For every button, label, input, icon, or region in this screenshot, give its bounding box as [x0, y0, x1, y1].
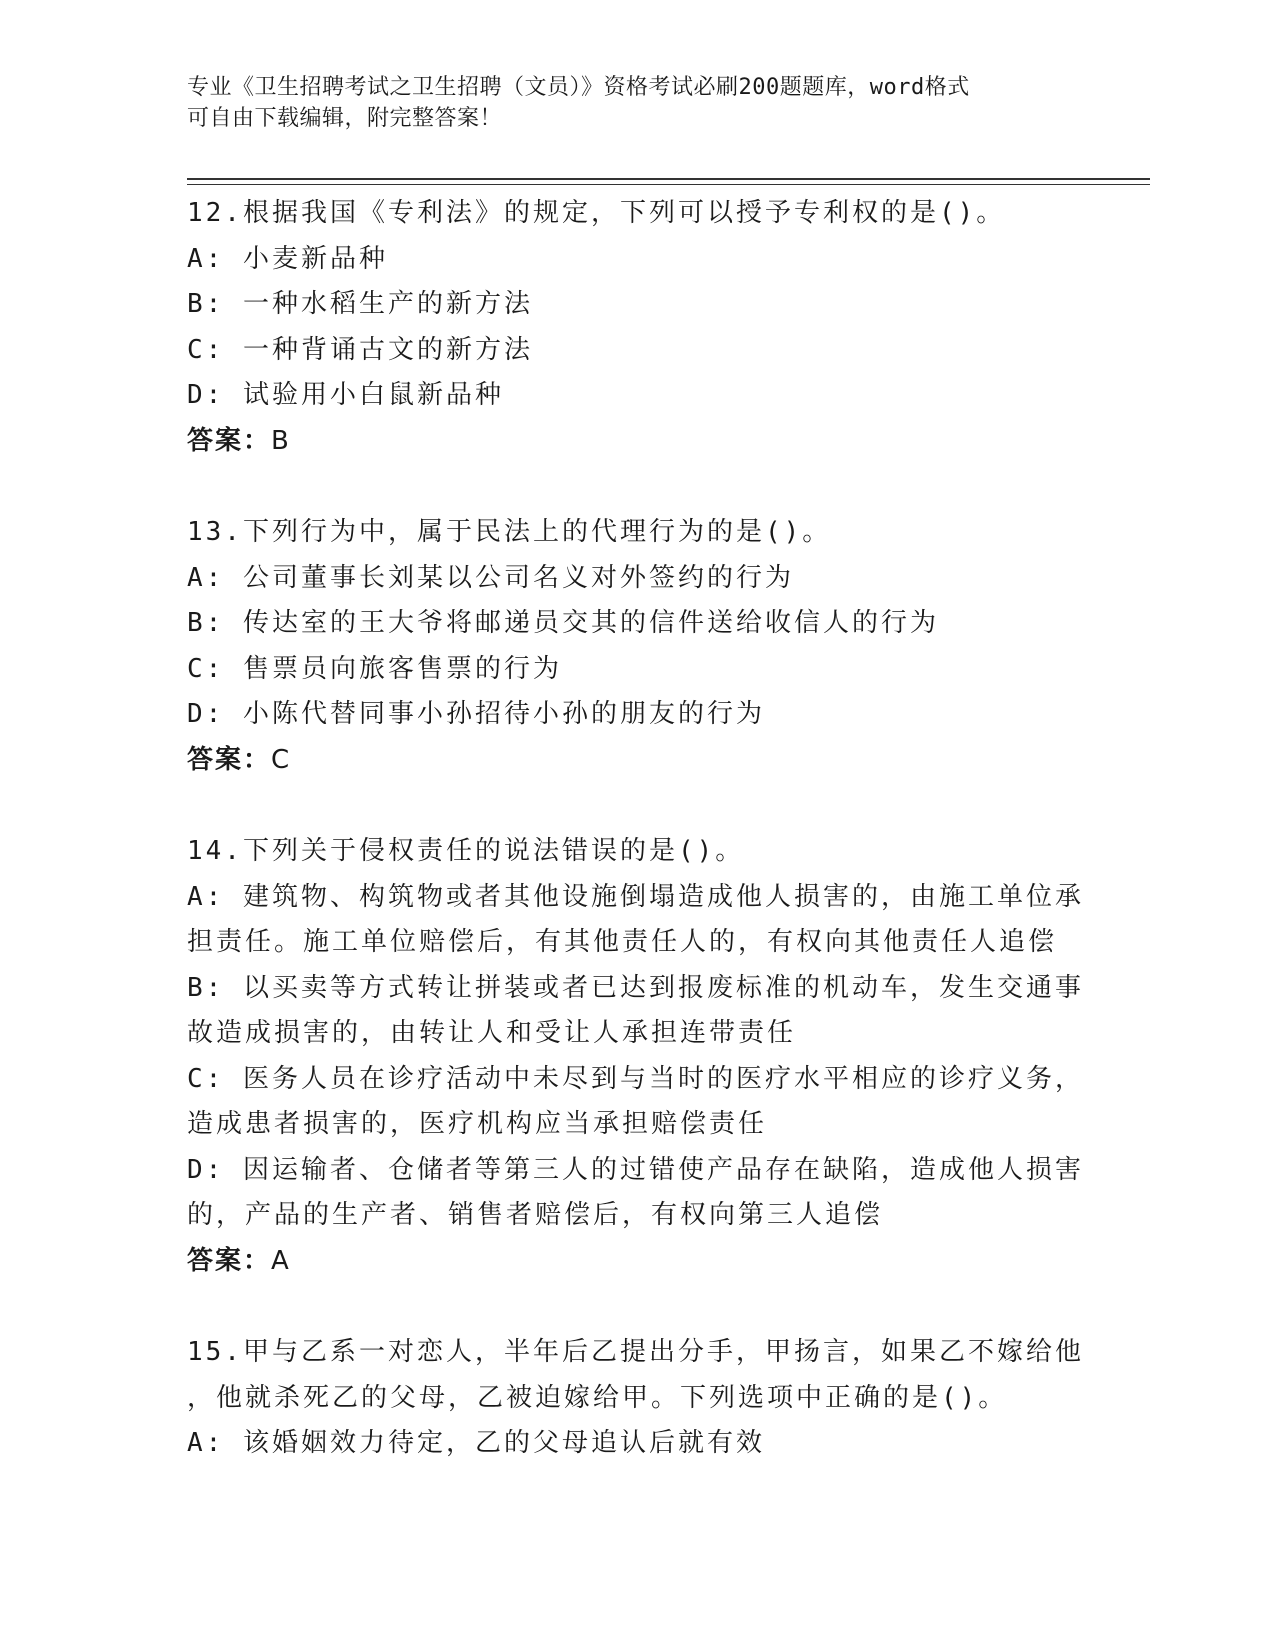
option-d: D: 试验用小白鼠新品种	[187, 380, 504, 410]
option-b: B: 一种水稻生产的新方法	[187, 289, 533, 319]
question-stem: 13.下列行为中，属于民法上的代理行为的是()。	[187, 517, 832, 547]
answer-row	[187, 419, 1087, 465]
option-d-line-2: 的，产品的生产者、销售者赔偿后，有权向第三人追偿	[187, 1200, 884, 1230]
answer-value: B	[271, 425, 290, 456]
option-d: D: 小陈代替同事小孙招待小孙的朋友的行为	[187, 699, 765, 729]
option-a: A: 该婚姻效力待定，乙的父母追认后就有效	[187, 1428, 765, 1458]
header-divider-thin	[187, 184, 1150, 185]
header-line-2: 可自由下载编辑，附完整答案！	[187, 106, 503, 131]
option-c-line-1: C: 医务人员在诊疗活动中未尽到与当时的医疗水平相应的诊疗义务，	[187, 1063, 1084, 1094]
question-15	[187, 1330, 1087, 1467]
answer-label: 答案：	[187, 744, 272, 775]
question-stem-line-1: 15.甲与乙系一对恋人，半年后乙提出分手，甲扬言，如果乙不嫁给他	[187, 1337, 1084, 1367]
option-a-line-1: A: 建筑物、构筑物或者其他设施倒塌造成他人损害的，由施工单位承	[187, 881, 1084, 912]
answer-row	[187, 738, 1087, 784]
option-c-line-2: 造成患者损害的，医疗机构应当承担赔偿责任	[187, 1109, 768, 1139]
document-header	[187, 72, 1087, 134]
question-14	[187, 829, 1087, 1284]
question-12	[187, 191, 1087, 464]
question-list	[187, 191, 1087, 1513]
question-stem: 12.根据我国《专利法》的规定，下列可以授予专利权的是()。	[187, 198, 1006, 228]
option-d-line-1: D: 因运输者、仓储者等第三人的过错使产品存在缺陷，造成他人损害	[187, 1154, 1084, 1185]
answer-value: A	[271, 1245, 290, 1276]
answer-label: 答案：	[187, 1245, 272, 1276]
option-b-line-2: 故造成损害的，由转让人和受让人承担连带责任	[187, 1018, 797, 1048]
question-stem: 14.下列关于侵权责任的说法错误的是()。	[187, 836, 745, 866]
answer-row	[187, 1239, 1087, 1285]
answer-label: 答案：	[187, 425, 272, 456]
option-b: B: 传达室的王大爷将邮递员交其的信件送给收信人的行为	[187, 608, 939, 638]
header-line-1: 专业《卫生招聘考试之卫生招聘（文员）》资格考试必刷200题题库，word格式	[187, 75, 970, 100]
answer-value: C	[271, 744, 291, 775]
header-divider-thick	[187, 178, 1150, 180]
option-a: A: 公司董事长刘某以公司名义对外签约的行为	[187, 562, 794, 593]
option-a: A: 小麦新品种	[187, 243, 388, 274]
option-b-line-1: B: 以买卖等方式转让拼装或者已达到报废标准的机动车，发生交通事	[187, 972, 1084, 1003]
question-stem-line-2: ，他就杀死乙的父母，乙被迫嫁给甲。下列选项中正确的是()。	[187, 1382, 1008, 1413]
option-a-line-2: 担责任。施工单位赔偿后，有其他责任人的，有权向其他责任人追偿	[187, 927, 1058, 957]
question-13	[187, 510, 1087, 783]
option-c: C: 一种背诵古文的新方法	[187, 334, 533, 365]
option-c: C: 售票员向旅客售票的行为	[187, 653, 562, 684]
